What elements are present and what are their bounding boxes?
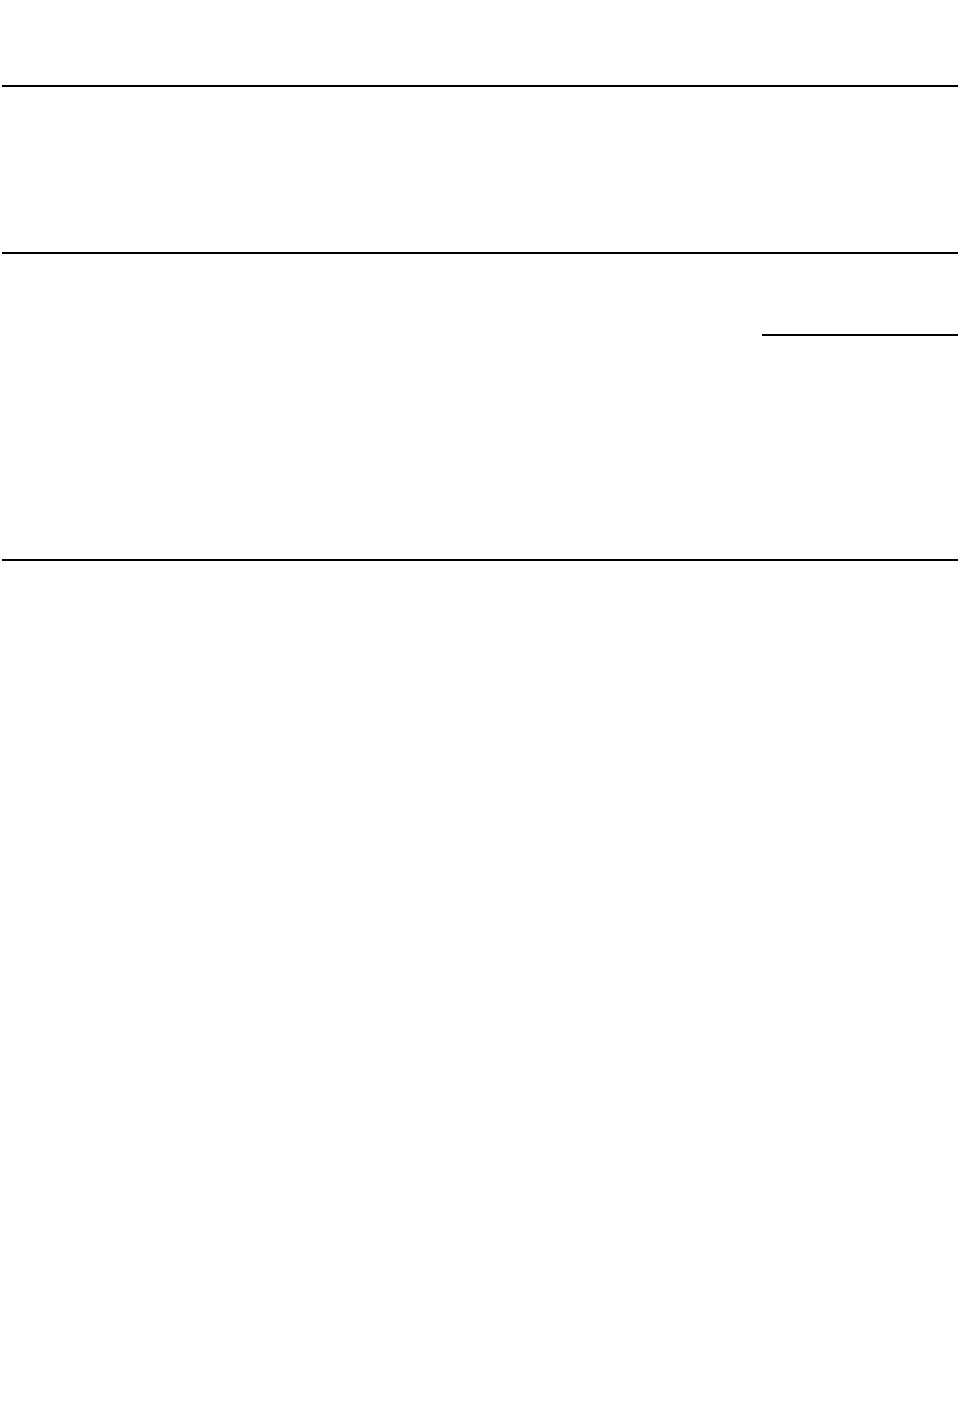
constructions-header-rule	[2, 559, 958, 561]
summary-header-rule	[2, 252, 958, 254]
calc-header-rule	[2, 85, 958, 87]
summary-total-rule	[762, 334, 958, 336]
